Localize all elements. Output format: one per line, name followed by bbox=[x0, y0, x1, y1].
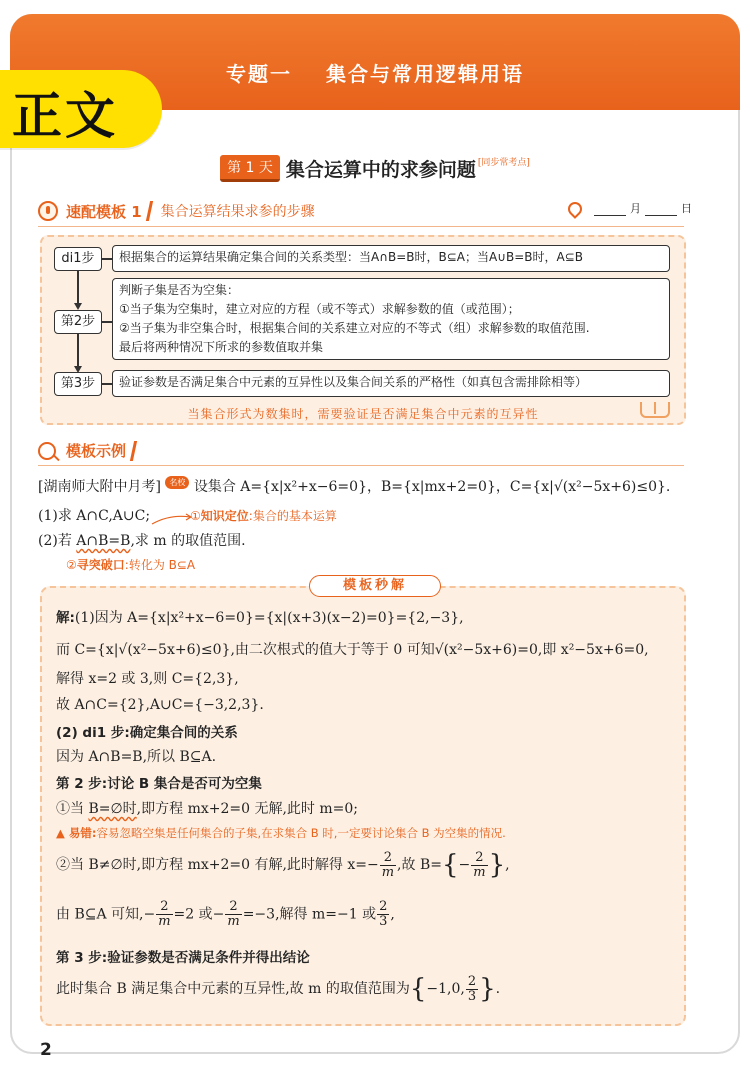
question-stem bbox=[38, 476, 670, 496]
solution-text: 由 B⊆A 可知,− bbox=[56, 906, 156, 923]
day-note: [同步常考点] bbox=[477, 158, 530, 168]
question-source: [湖南师大附中月考] bbox=[38, 479, 161, 495]
famous-school-badge: 名校 bbox=[165, 476, 189, 489]
step3-tag: 第3步 bbox=[54, 372, 102, 396]
solution-line bbox=[56, 798, 358, 818]
brace-open: { bbox=[409, 974, 427, 1004]
numerator: 2 bbox=[467, 973, 477, 989]
solution-line: ②当 B≠∅时,即方程 mx+2=0 有解,此时解得 x=− $\frac{2}{m}$ ,故 B={− $\frac{2}{m}$ }, bbox=[56, 849, 510, 880]
solution-line: 因为 A∩B=B,所以 B⊆A. bbox=[56, 749, 217, 765]
annotation-number: ① bbox=[190, 509, 201, 523]
brace-close: } bbox=[479, 974, 496, 1004]
steps-panel bbox=[40, 235, 686, 425]
step3-box bbox=[112, 370, 670, 397]
numerator: 2 bbox=[379, 899, 388, 914]
part2-suffix: ,求 m 的取值范围. bbox=[130, 533, 246, 549]
step2-line: 判断子集是否为空集： bbox=[119, 283, 240, 297]
solution-line: 而 C={x|√(x²−5x+6)≤0},由二次根式的值大于等于 0 可知√(x²−5x+6)=0,即 x²−5x+6=0, bbox=[56, 642, 649, 658]
solution-text: . bbox=[495, 981, 501, 997]
solution-text: =2 或− bbox=[173, 906, 225, 923]
solution-panel bbox=[40, 586, 686, 1026]
chapter-number: 专题一 bbox=[226, 62, 292, 86]
brace-close: } bbox=[488, 850, 506, 880]
part2-prefix: (2)若 bbox=[38, 533, 77, 549]
denominator: m bbox=[473, 864, 486, 880]
numerator: 2 bbox=[156, 900, 172, 915]
flow-line-1 bbox=[77, 271, 79, 305]
denominator: m bbox=[158, 914, 171, 929]
section-divider bbox=[38, 226, 684, 227]
month-label: 月 bbox=[630, 202, 641, 215]
warning-label: ▲ 易错: bbox=[56, 826, 97, 840]
denominator: 3 bbox=[379, 914, 388, 929]
step2-line: 最后将两种情况下所求的参数值取并集 bbox=[119, 340, 324, 354]
chapter-name: 集合与常用逻辑用语 bbox=[326, 62, 524, 86]
step1-connector bbox=[102, 258, 112, 260]
magnifier-icon bbox=[38, 442, 56, 460]
fraction bbox=[466, 975, 478, 1004]
month-blank[interactable] bbox=[594, 215, 626, 216]
step-heading: 第 2 步:讨论 B 集合是否可为空集 bbox=[56, 776, 262, 792]
solution-text: =−3,解得 m=−1 或 bbox=[242, 906, 377, 923]
step3-text: 验证参数是否满足集合中元素的互异性以及集合间关系的严格性（如真包含需排除相等） bbox=[119, 375, 588, 389]
solution-text: (1)因为 A={x|x²+x−6=0}={x|(x+3)(x−2)=0}={2,−3}, bbox=[74, 610, 464, 626]
step1-box bbox=[112, 245, 670, 272]
flow-line-2 bbox=[77, 334, 79, 368]
annotation-knowledge bbox=[190, 507, 337, 524]
fraction bbox=[377, 900, 389, 929]
date-field bbox=[568, 200, 692, 216]
lightbulb-icon bbox=[38, 201, 58, 221]
solution-text: ,故 B= bbox=[397, 857, 442, 873]
example-section-label: 模板示例 bbox=[66, 442, 127, 460]
template-section-label: 速配模板 1 bbox=[66, 202, 142, 221]
solution-text: 此时集合 B 满足集合中元素的互异性,故 m 的取值范围为 bbox=[56, 981, 410, 997]
solution-line bbox=[56, 900, 395, 929]
location-pin-icon bbox=[568, 202, 580, 216]
solution-line: 解得 x=2 或 3,则 C={2,3}, bbox=[56, 671, 239, 687]
annotation-key: 知识定位 bbox=[200, 509, 249, 523]
solution-text: ①当 bbox=[56, 801, 89, 817]
step3-connector bbox=[102, 383, 112, 385]
question-text: 设集合 A={x|x²+x−6=0}，B={x|mx+2=0}，C={x|√(x²−5x+6)≤0}. bbox=[193, 479, 671, 495]
template-section-header bbox=[38, 198, 315, 224]
numerator: 2 bbox=[225, 900, 241, 915]
day-header bbox=[0, 155, 750, 182]
denominator: 3 bbox=[467, 988, 477, 1004]
solution-line bbox=[56, 974, 500, 1004]
step2-tag: 第2步 bbox=[54, 310, 102, 334]
section-slash bbox=[146, 201, 153, 221]
fraction bbox=[225, 900, 241, 929]
steps-note: 当集合形式为数集时，需要验证是否满足集合中元素的互异性 bbox=[187, 407, 539, 421]
numerator: 2 bbox=[471, 851, 487, 866]
corner-tab bbox=[0, 70, 162, 148]
annotation-breakthrough bbox=[66, 556, 195, 573]
step2-box bbox=[112, 278, 670, 360]
solution-line: 故 A∩C={2},A∪C={−3,2,3}. bbox=[56, 697, 264, 713]
arrow-down-icon bbox=[74, 303, 82, 310]
denominator: m bbox=[381, 864, 395, 880]
annotation-text: :转化为 B⊆A bbox=[124, 558, 196, 572]
corner-label: 正文 bbox=[12, 87, 118, 145]
solution-text: ②当 B≠∅时,即方程 mx+2=0 有解,此时解得 x=− bbox=[56, 857, 379, 873]
denominator: m bbox=[227, 914, 240, 929]
step1-tag: di1步 bbox=[54, 247, 102, 271]
example-section-header bbox=[38, 440, 135, 461]
day-title: 集合运算中的求参问题 bbox=[285, 159, 476, 181]
solution-text: ,即方程 mx+2=0 无解,此时 m=0; bbox=[136, 801, 358, 817]
numerator: 2 bbox=[380, 851, 396, 866]
fraction bbox=[156, 900, 172, 929]
page-number: 2 bbox=[40, 1040, 52, 1060]
step2-line: ②当子集为非空集合时，根据集合间的关系建立对应的不等式（组）求解参数的取值范围. bbox=[119, 321, 590, 335]
section-divider bbox=[38, 465, 684, 466]
solution-title: 模板秒解 bbox=[309, 575, 441, 597]
annotation-text: :集合的基本运算 bbox=[248, 509, 337, 523]
annotation-key: 寻突破口 bbox=[76, 558, 125, 572]
solution-text: , bbox=[505, 857, 510, 873]
brace-open: { bbox=[441, 850, 459, 880]
solution-head: 解: bbox=[56, 610, 75, 626]
template-section-subtitle: 集合运算结果求参的步骤 bbox=[160, 204, 315, 220]
step-heading: 第 3 步:验证参数是否满足条件并得出结论 bbox=[56, 950, 310, 966]
fraction bbox=[471, 851, 487, 880]
step2-line: ①当子集为空集时，建立对应的方程（或不等式）求解参数的值（或范围）； bbox=[119, 302, 520, 316]
day-tag: 第 1 天 bbox=[220, 155, 280, 182]
annotation-number: ② bbox=[66, 558, 77, 572]
annotation-arrow bbox=[150, 512, 194, 526]
question-part1: (1)求 A∩C,A∪C; bbox=[38, 508, 151, 524]
solution-text: −1,0, bbox=[426, 981, 465, 997]
book-icon bbox=[640, 402, 670, 418]
question-part2 bbox=[38, 530, 246, 550]
day-label: 日 bbox=[681, 202, 692, 215]
warning-text: 容易忽略空集是任何集合的子集,在求集合 B 时,一定要讨论集合 B 为空集的情况. bbox=[96, 826, 506, 840]
step1-text: 根据集合的运算结果确定集合间的关系类型：当A∩B=B时，B⊆A；当A∪B=B时，A⊆B bbox=[119, 250, 584, 264]
step-heading: (2) di1 步:确定集合间的关系 bbox=[56, 725, 238, 741]
solution-text: , bbox=[390, 906, 395, 923]
part2-condition: A∩B=B bbox=[76, 533, 131, 549]
mistake-warning bbox=[56, 825, 506, 841]
solution-line bbox=[56, 606, 464, 627]
step2-connector bbox=[102, 321, 112, 323]
empty-set-case: B=∅时 bbox=[88, 801, 137, 817]
day-blank[interactable] bbox=[645, 215, 677, 216]
fraction bbox=[380, 851, 396, 880]
